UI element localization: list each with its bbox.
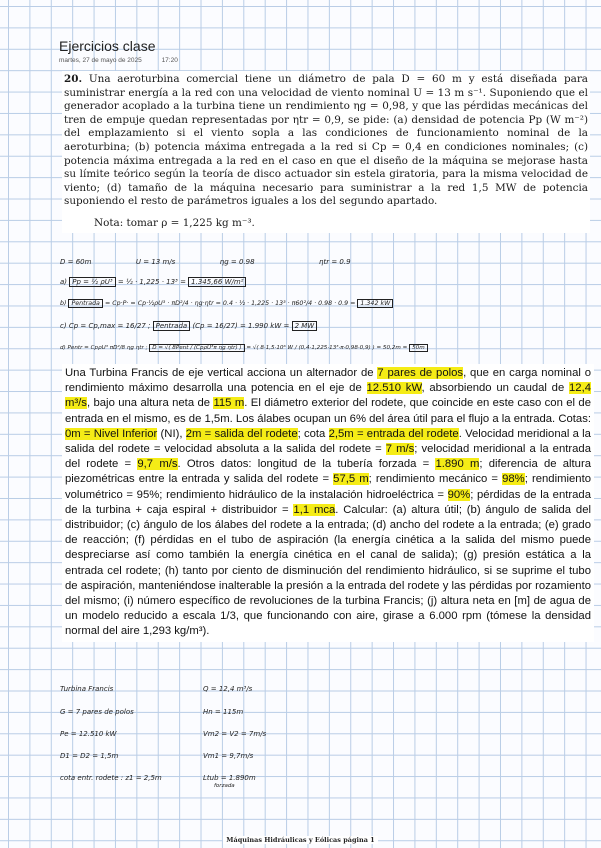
handwritten-given-data — [60, 258, 351, 266]
answer-b-label: b) — [60, 300, 67, 307]
answer-d-solved: D = √( 8Pent / (CpρU³π ηg ηtr) ) — [149, 344, 244, 352]
notes-right-4-sub: forzada — [214, 783, 235, 789]
highlighted-text: 7 pares de polos — [377, 367, 464, 379]
paragraph-text: ; velocidad meridional a la entrada del rodete = — [65, 443, 591, 471]
highlighted-text: 0m = Nivel Inferior — [65, 427, 158, 440]
highlighted-text: 98% — [502, 473, 525, 486]
footer-text: Máquinas Hidráulicas y Eólicas página 1 — [223, 836, 377, 844]
handwritten-answer-c — [60, 322, 317, 330]
answer-d-formula: Pentr = CpρU³ πD²/8 ηg ηtr ; — [67, 345, 148, 351]
paragraph-text: . Otros datos: longitud de la tubería forzada = — [177, 458, 436, 471]
answer-b-substitution: = Cp·P· = Cp·½ρU³ · πD²/4 · ηg·ηtr = 0.4 · ½ · 1,225 · 13³ · π60²/4 · 0.98 · 0.9 = — [104, 300, 358, 307]
page-timestamp — [59, 57, 196, 64]
handwritten-answer-a — [60, 278, 246, 286]
paragraph-text: , que en carga nominal o rendimiento máximo desarrolla una potencia en el eje de — [65, 367, 592, 395]
given-eta-g: ηg = 0.98 — [219, 258, 255, 266]
paragraph-text: , absorbiendo un caudal de — [421, 382, 569, 395]
problem-20 — [62, 71, 590, 233]
notes-left-1: G = 7 pares de polos — [60, 708, 134, 716]
answer-a-label: a) — [60, 278, 68, 286]
notes-right-3: Vm1 = 9,7m/s — [203, 752, 254, 760]
given-u: U = 13 m/s — [135, 258, 176, 266]
notes-right-4: Ltub = 1.890m — [203, 774, 256, 782]
notes-left-3: D1 = D2 = 1,5m — [60, 752, 119, 760]
highlighted-text: 1,1 mca — [293, 503, 336, 516]
paragraph-text: ; cota — [297, 427, 329, 440]
highlighted-text: 9,7 m/s — [137, 458, 178, 471]
notes-left-4: cota entr. rodete : z1 = 2,5m — [60, 774, 162, 782]
notes-right-2: Vm2 = V2 = 7m/s — [203, 730, 267, 738]
notes-right-0: Q = 12,4 m³/s — [203, 685, 253, 693]
highlighted-text: 90% — [447, 488, 471, 501]
highlighted-text: 7 m/s — [385, 443, 415, 456]
paragraph-text: ; rendimiento mecánico = — [368, 473, 503, 486]
handwritten-answer-b — [60, 300, 393, 307]
paragraph-text: ; pérdidas de la entrada de la turbina + caja espiral + distribuidor = — [65, 488, 591, 516]
handwritten-answer-d — [60, 345, 428, 351]
answer-b-result: 1.342 kW — [357, 299, 393, 308]
notes-right-1: Hn = 115m — [203, 708, 244, 716]
paragraph-text: , bajo una altura neta de — [86, 397, 214, 410]
paragraph-text: (NI), — [157, 427, 186, 440]
given-eta-tr: ηtr = 0.9 — [319, 258, 351, 266]
answer-c-formula: Pentrada — [153, 321, 191, 331]
page-time: 17:20 — [161, 57, 178, 64]
answer-c-result: 2 MW — [292, 321, 318, 331]
answer-d-result: 50m — [409, 344, 428, 352]
answer-c-substitution: (Cp = 16/27) = 1.990 kW = — [192, 322, 292, 330]
highlighted-text: 57,5 m — [333, 473, 369, 486]
highlighted-text: 115 m — [213, 397, 245, 410]
notes-left-2: Pe = 12.510 kW — [60, 730, 117, 738]
page-footer — [0, 836, 601, 844]
problem-note: Nota: tomar ρ = 1,225 kg m⁻³. — [94, 216, 255, 229]
paragraph-text: . Velocidad meridional a la salida del rodete = velocidad absoluta a la salida del rodete = — [65, 427, 591, 456]
notes-left-0: Turbina Francis — [60, 685, 114, 693]
page-date: martes, 27 de mayo de 2025 — [59, 57, 142, 64]
answer-a-result: 1.345,66 W/m² — [188, 277, 246, 287]
highlighted-text: 12,4 m³/s — [65, 382, 591, 410]
answer-d-label: d) — [60, 345, 66, 351]
paragraph-text: . Calcular: (a) altura útil; (b) ángulo de salida del distribuidor; (c) ángulo de los álabes del rodete a la entrada; (d) ancho del rodete a la entrada; (e) grado de reacción; (f) pérdidas en el tubo de aspiración (la energía cinética a la salida del mismo puede despreciarse así como también la energía cinética en el canal de salida); (g) presión estática a la entrada cel rodete; (h) tanto por ciento de disminución del rendimiento hidráulico, si se suprime el tubo de aspiración, manteniéndose inalterable la presión a la entrada del rodete y las pérdidas por rozamiento del mismo; (i) número específico de revoluciones de la turbina Francis; (j) altura neta en [m] de agua de un modelo reducido a escala 1/3, que funcionando con aire, girase a 6.000 rpm (tómese la densidad normal del aire 1,293 kg/m³). — [65, 503, 591, 638]
answer-b-formula: Pentrada — [68, 299, 102, 308]
answer-d-substitution: = √( 8·1,5·10⁶ W / (0,4·1,225·13³·π·0,98·0,9) ) = 50,2m = — [246, 345, 410, 351]
highlighted-text: 2m = salida del rodete — [185, 427, 298, 440]
paragraph-text: ; rendimiento volumétrico = 95%; rendimiento hidráulico de la instalación hidroeléctrica = — [65, 473, 591, 501]
paragraph-text: Una Turbina Francis de eje vertical acciona un alternador de — [65, 367, 378, 379]
page-title: Ejercicios clase — [59, 38, 156, 54]
answer-a-formula: Pp = ½ ρU³ — [69, 277, 115, 287]
paragraph-text: . El diámetro exterior del rodete, que coincide en este caso con el de entrada en el mismo, es de 1,5m. Los álabes ocupan un 6% del área útil para el flujo a la entrada. Cotas: — [65, 397, 591, 425]
paragraph-text: ; diferencia de altura piezométricas entre la entrada y salida del rodete = — [65, 458, 591, 486]
answer-c-label: c) — [60, 322, 67, 330]
francis-problem — [62, 364, 594, 642]
problem-statement: Una aeroturbina comercial tiene un diámetro de pala D = 60 m y está diseñada para suministrar energía a la red con una velocidad de viento nominal U = 13 m s⁻¹. Suponiendo que el generador acoplado a la turbina tiene un rendimiento ηg = 0,98, y que las pérdidas mecánicas del tren de empuje quedan representadas por ηtr = 0,9, se pide: (a) densidad de potencia Pp (W m⁻²) del emplazamiento si el viento sopla a las condiciones de funcionamiento nominal de la aeroturbina; (b) potencia máxima entregada a la red si Cp = 0,4 en condiciones nominales; (c) potencia máxima entregada a la red en el caso en que el diseño de la máquina se mejorase hasta su límite teórico según la teoría de disco actuador sin estela giratoria, para la misma velocidad de viento; (d) tamaño de la máquina necesario para suministrar a la red 1,5 MW de potencia suponiendo el resto de parámetros iguales a los del segundo apartado. — [64, 73, 588, 208]
highlighted-text: 12.510 kW — [366, 382, 422, 395]
highlighted-text: 2,5m = entrada del rodete — [328, 427, 459, 440]
answer-c-condition: Cp = Cp,max = 16/27 ; — [68, 322, 151, 330]
answer-a-substitution: = ½ · 1,225 · 13³ = — [117, 278, 189, 286]
given-d: D = 60m — [60, 258, 92, 266]
highlighted-text: 1.890 m — [435, 458, 480, 471]
problem-number: 20. — [64, 73, 83, 85]
